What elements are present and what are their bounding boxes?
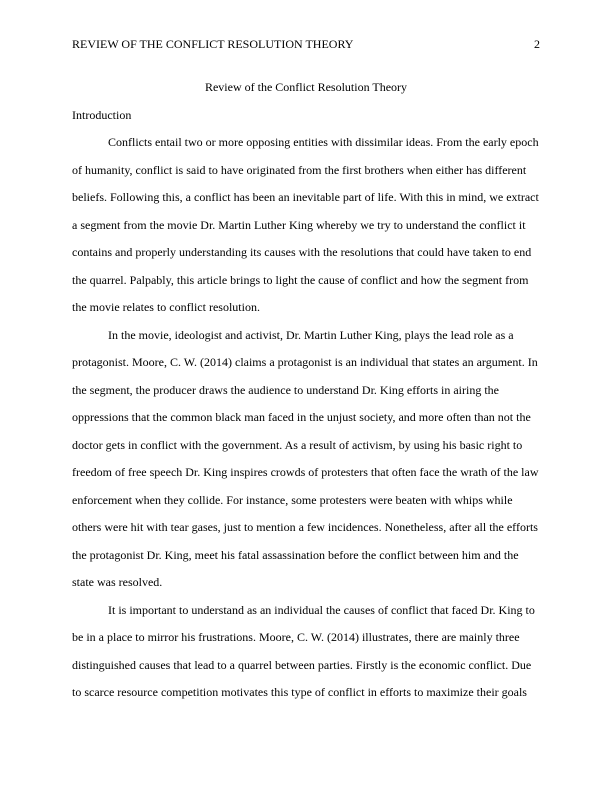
paragraph-line: the movie relates to conflict resolution. bbox=[72, 300, 260, 314]
paragraph-line: contains and properly understanding its causes with the resolutions that could have taken to end bbox=[72, 245, 532, 259]
paragraph-line: oppressions that the common black man faced in the unjust society, and more often than not the bbox=[72, 410, 531, 424]
paragraph-line: enforcement when they collide. For instance, some protesters were beaten with whips while bbox=[72, 492, 513, 507]
paragraph-line: It is important to understand as an individual the causes of conflict that faced Dr. King to bbox=[108, 602, 535, 617]
paragraph-1 bbox=[72, 129, 540, 322]
paragraph-line: the protagonist Dr. King, meet his fatal assassination before the conflict between him and the bbox=[72, 547, 519, 562]
paragraph-line: to scarce resource competition motivates this type of conflict in efforts to maximize their goals bbox=[72, 685, 527, 699]
page-header bbox=[72, 36, 540, 52]
paragraph-3 bbox=[72, 597, 540, 707]
paragraph-line: the quarrel. Palpably, this article brings to light the cause of conflict and how the segment from bbox=[72, 272, 529, 287]
paragraph-line: of humanity, conflict is said to have originated from the first brothers when either has different bbox=[72, 162, 527, 177]
page-number: 2 bbox=[534, 37, 540, 51]
paragraph-line: freedom of free speech Dr. King inspires crowds of protesters that often face the wrath of the law bbox=[72, 465, 539, 479]
paragraph-line: protagonist. Moore, C. W. (2014) claims a protagonist is an individual that states an argument. In bbox=[72, 355, 538, 369]
section-heading-introduction: Introduction bbox=[72, 107, 132, 122]
paragraph-2 bbox=[72, 322, 540, 597]
paragraph-line: beliefs. Following this, a conflict has been an inevitable part of life. With this in mind, we extract bbox=[72, 190, 539, 204]
paragraph-line: In the movie, ideologist and activist, Dr. Martin Luther King, plays the lead role as a bbox=[108, 327, 514, 342]
paragraph-line: Conflicts entail two or more opposing entities with dissimilar ideas. From the early epoch bbox=[108, 135, 539, 149]
document-body bbox=[72, 74, 540, 707]
paragraph-line: others were hit with tear gases, just to mention a few incidences. Nonetheless, after all the efforts bbox=[72, 520, 538, 534]
document-title: Review of the Conflict Resolution Theory bbox=[204, 80, 408, 94]
paragraph-line: doctor gets in conflict with the government. As a result of activism, by using his basic right to bbox=[72, 437, 523, 452]
paragraph-line: state was resolved. bbox=[72, 575, 163, 589]
paragraph-line: distinguished causes that lead to a quarrel between parties. Firstly is the economic conflict. Due bbox=[72, 657, 532, 672]
running-head: REVIEW OF THE CONFLICT RESOLUTION THEORY bbox=[72, 37, 354, 51]
paragraph-line: the segment, the producer draws the audience to understand Dr. King efforts in airing the bbox=[72, 382, 499, 397]
paragraph-line: be in a place to mirror his frustrations. Moore, C. W. (2014) illustrates, there are mainly three bbox=[72, 630, 520, 644]
paragraph-line: a segment from the movie Dr. Martin Luther King whereby we try to understand the conflict it bbox=[72, 217, 526, 232]
